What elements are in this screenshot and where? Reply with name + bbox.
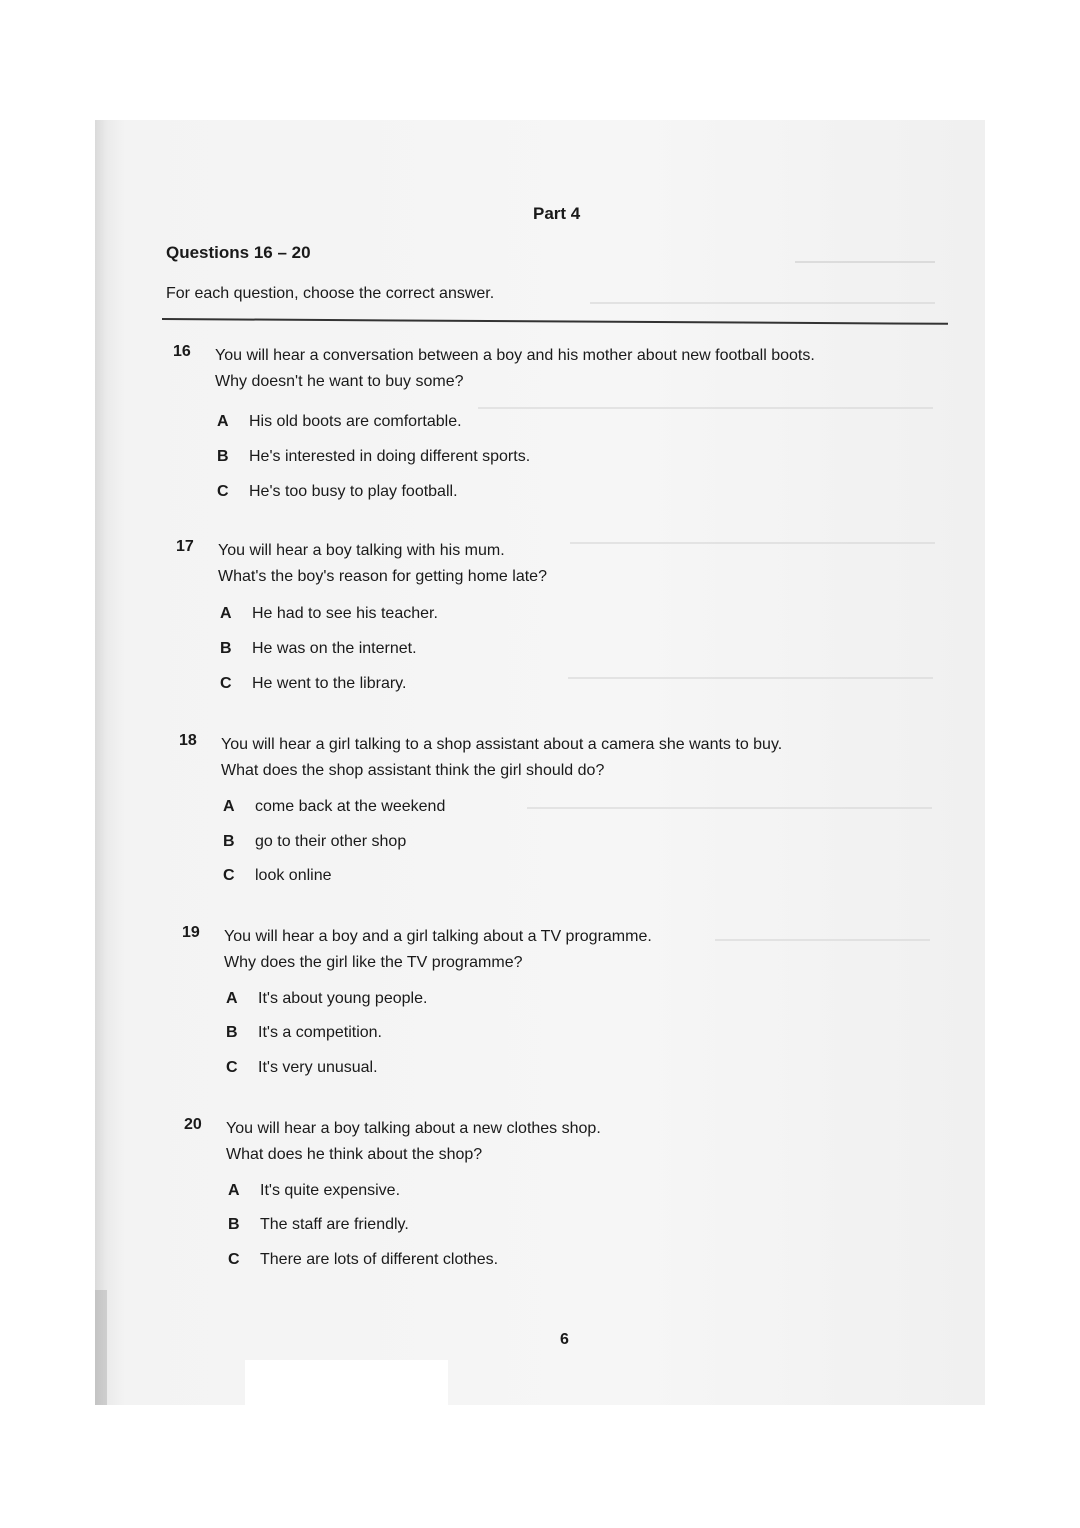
bleed-through-mark [715,927,930,941]
option-text: His old boots are comfortable. [249,413,462,430]
option-text: It's a competition. [258,1024,382,1041]
option-b[interactable] [223,833,406,851]
option-letter: A [228,1182,240,1199]
option-letter: A [220,605,232,622]
option-b[interactable] [228,1216,409,1234]
option-letter: A [226,990,238,1007]
option-letter: C [226,1059,238,1076]
option-letter: B [223,833,235,850]
option-letter: C [220,675,232,692]
option-text: He's too busy to play football. [249,483,458,500]
question-number: 17 [176,538,194,555]
option-text: It's very unusual. [258,1059,378,1076]
option-letter: B [228,1216,240,1233]
question-context: You will hear a boy and a girl talking about a TV programme. [224,928,652,945]
option-letter: B [220,640,232,657]
question-prompt [215,343,815,395]
option-letter: B [226,1024,238,1041]
option-text: It's quite expensive. [260,1182,401,1199]
option-letter: C [223,867,235,884]
bleed-through-mark [570,530,935,544]
option-letter: C [228,1251,240,1268]
option-a[interactable] [226,990,427,1008]
option-text: He's interested in doing different sports. [249,448,531,465]
option-text: He went to the library. [252,675,407,692]
option-b[interactable] [226,1024,382,1042]
option-text: He was on the internet. [252,640,417,657]
option-c[interactable] [223,867,332,885]
option-text: There are lots of different clothes. [260,1251,499,1268]
question-ask: Why does the girl like the TV programme? [224,954,523,971]
scan-white-patch [245,1360,448,1405]
option-text: come back at the weekend [255,798,446,815]
bleed-through-mark [590,290,935,304]
option-c[interactable] [220,675,406,693]
question-number: 16 [173,343,191,360]
option-a[interactable] [228,1182,400,1200]
option-letter: A [217,413,229,430]
option-b[interactable] [217,448,530,466]
bleed-through-mark [478,395,933,409]
option-text: He had to see his teacher. [252,605,438,622]
question-ask: Why doesn't he want to buy some? [215,373,464,390]
option-text: It's about young people. [258,990,428,1007]
option-text: The staff are friendly. [260,1216,409,1233]
option-c[interactable] [228,1251,498,1269]
bleed-through-mark [795,247,935,263]
question-prompt [226,1116,601,1168]
option-letter: A [223,798,235,815]
question-number: 20 [184,1116,202,1133]
questions-heading: Questions 16 – 20 [166,243,311,262]
question-ask: What's the boy's reason for getting home late? [218,568,547,585]
question-ask: What does the shop assistant think the girl should do? [221,762,605,779]
question-prompt [218,538,547,590]
option-b[interactable] [220,640,417,658]
bleed-through-mark [568,665,933,679]
option-text: look online [255,867,332,884]
scan-shadow-edge [95,1290,107,1405]
instruction-text: For each question, choose the correct answer. [166,285,495,302]
question-prompt [221,732,782,784]
question-context: You will hear a boy talking with his mum. [218,542,505,559]
option-a[interactable] [220,605,438,623]
option-a[interactable] [223,798,445,816]
question-context: You will hear a boy talking about a new clothes shop. [226,1120,601,1137]
question-context: You will hear a girl talking to a shop assistant about a camera she wants to buy. [221,736,783,753]
option-a[interactable] [217,413,462,431]
option-c[interactable] [217,483,458,501]
option-text: go to their other shop [255,833,407,850]
question-number: 18 [179,732,197,749]
page-number: 6 [560,1331,569,1348]
question-ask: What does he think about the shop? [226,1146,483,1163]
question-prompt [224,924,652,976]
option-c[interactable] [226,1059,378,1077]
option-letter: B [217,448,229,465]
question-number: 19 [182,924,200,941]
option-letter: C [217,483,229,500]
question-context: You will hear a conversation between a boy and his mother about new football boots. [215,347,815,364]
bleed-through-mark [527,795,932,809]
part-title: Part 4 [533,204,581,223]
